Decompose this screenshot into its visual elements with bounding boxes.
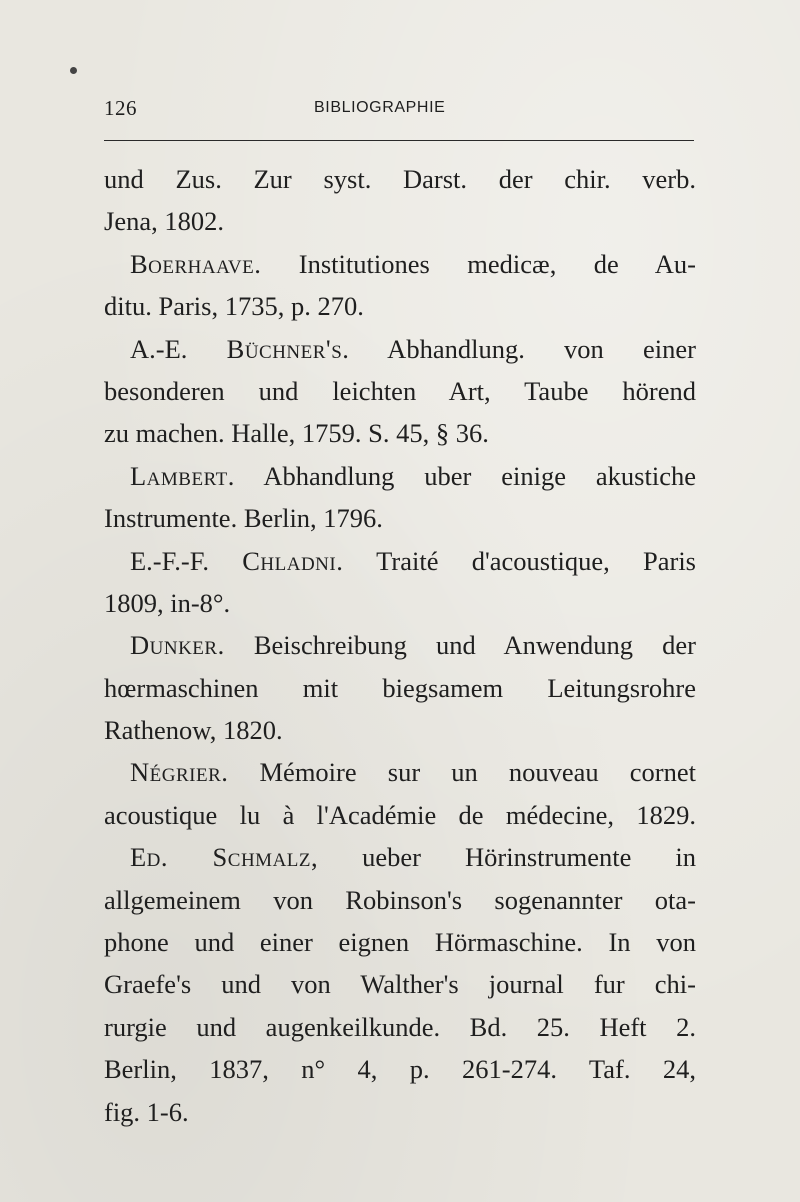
line-text: phone und einer eignen Hörmaschine. In von	[104, 927, 696, 958]
running-head: BIBLIOGRAPHIE	[314, 99, 446, 116]
line-text: besonderen und leichten Art, Taube hörend	[104, 375, 696, 406]
text-line	[104, 836, 696, 878]
line-text: allgemeinem von Robinson's sogenannter ota-	[104, 884, 696, 915]
text-line	[104, 1006, 696, 1048]
text-line	[104, 879, 696, 921]
text-line	[104, 540, 696, 582]
entry-author: Büchner's.	[226, 333, 350, 364]
line-text: fig. 1-6.	[104, 1096, 189, 1127]
text-line	[104, 751, 696, 793]
line-text: Berlin, 1837, n° 4, p. 261-274. Taf. 24,	[104, 1054, 696, 1085]
entry-author: Dunker.	[130, 630, 225, 661]
bibliography-text	[104, 158, 696, 1133]
entry-author: Ed. Schmalz,	[130, 842, 319, 873]
line-text: Institutiones medicæ, de Au-	[261, 248, 696, 279]
line-text: Graefe's und von Walther's journal fur chi-	[104, 969, 696, 1000]
text-line	[104, 1091, 696, 1133]
entry-author: Négrier.	[130, 757, 229, 788]
line-text: ueber Hörinstrumente in	[318, 842, 696, 873]
text-line	[104, 412, 696, 454]
line-text: Beischreibung und Anwendung der	[224, 630, 696, 661]
text-line	[104, 709, 696, 751]
line-text: hœrmaschinen mit biegsamem Leitungsrohre	[104, 672, 696, 703]
entry-author: Lambert.	[130, 460, 235, 491]
text-line	[104, 921, 696, 963]
entry-initials: A.-E.	[130, 333, 227, 364]
text-line	[104, 370, 696, 412]
line-text: und Zus. Zur syst. Darst. der chir. verb.	[104, 164, 696, 194]
page-number: 126	[104, 96, 137, 120]
text-line	[104, 243, 696, 285]
line-text: Abhandlung. von einer	[349, 333, 696, 364]
line-text: acoustique lu à l'Académie de médecine, 1829.	[104, 799, 696, 830]
line-text: Mémoire sur un nouveau cornet	[228, 757, 696, 788]
header-rule	[104, 140, 694, 141]
line-text: Traité d'acoustique, Paris	[343, 545, 696, 576]
text-line	[104, 285, 696, 327]
text-line	[104, 794, 696, 836]
ink-speck	[70, 67, 77, 74]
line-text: Instrumente. Berlin, 1796.	[104, 503, 383, 534]
text-line	[104, 455, 696, 497]
entry-initials: E.-F.-F.	[130, 545, 243, 576]
line-text: 1809, in-8°.	[104, 587, 231, 618]
text-line	[104, 1048, 696, 1090]
text-line	[104, 158, 696, 200]
text-line	[104, 963, 696, 1005]
line-text: Rathenow, 1820.	[104, 715, 283, 746]
line-text: rurgie und augenkeilkunde. Bd. 25. Heft 2.	[104, 1011, 696, 1042]
page-header	[104, 96, 696, 128]
line-text: zu machen. Halle, 1759. S. 45, § 36.	[104, 418, 489, 449]
line-text: ditu. Paris, 1735, p. 270.	[104, 291, 364, 322]
line-text: Abhandlung uber einige akustiche	[234, 460, 696, 491]
text-line	[104, 624, 696, 666]
line-text: Jena, 1802.	[104, 206, 224, 237]
text-line	[104, 200, 696, 242]
text-line	[104, 497, 696, 539]
entry-author: Chladni.	[242, 545, 344, 576]
entry-author: Boerhaave.	[130, 248, 262, 279]
text-line	[104, 582, 696, 624]
text-line	[104, 667, 696, 709]
text-line	[104, 328, 696, 370]
